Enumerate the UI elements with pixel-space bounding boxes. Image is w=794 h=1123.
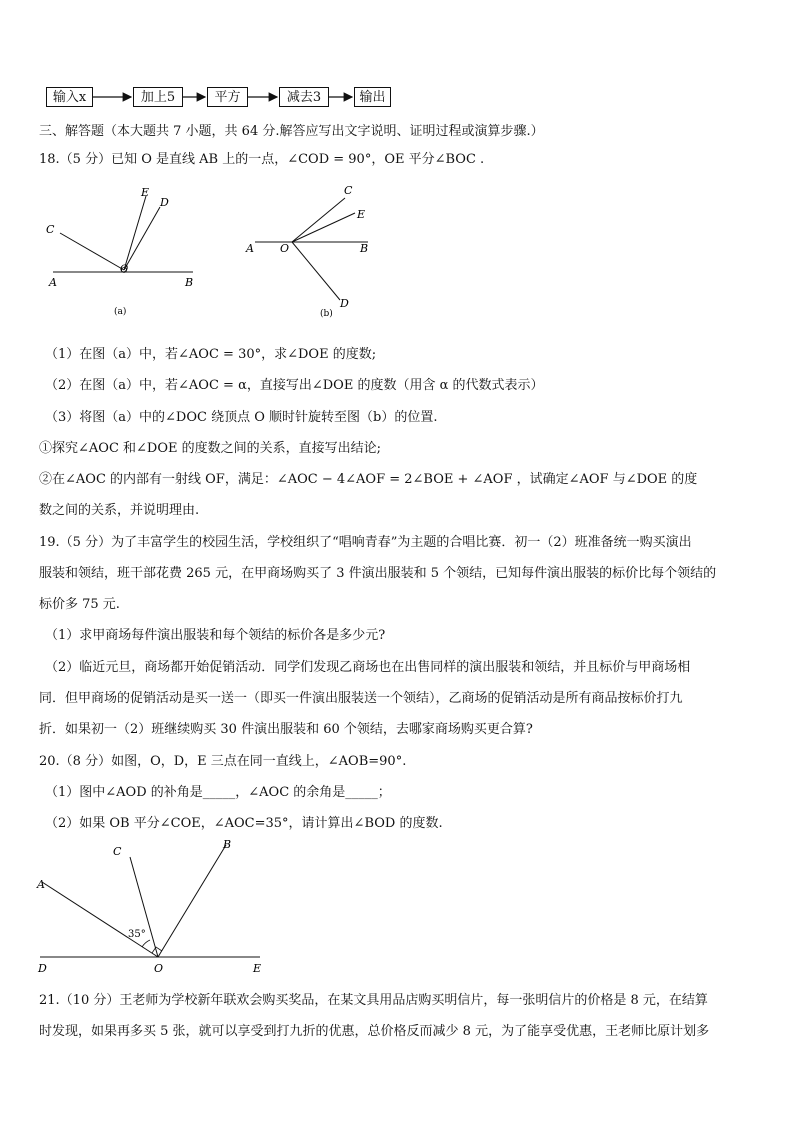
fig-a-caption: (a) — [114, 307, 127, 317]
fig-a-label-e: E — [141, 186, 150, 199]
fig-20-label-a: A — [37, 878, 45, 891]
q21-line2: 时发现，如果再多买 5 张，就可以享受到打九折的优惠，总价格反而减少 8 元，为了能享受优惠，王老师比原计划多 — [39, 1024, 710, 1039]
q19-part2-line1: （2）临近元旦，商场都开始促销活动．同学们发现乙商场也在出售同样的演出服装和领结，并且标价与甲商场相 — [45, 660, 691, 675]
fig-20-label-c: C — [113, 845, 122, 858]
q20-stem: 20.（8 分）如图，O，D，E 三点在同一直线上，∠AOB=90°. — [39, 754, 407, 769]
fig-b-label-o: O — [280, 242, 290, 255]
q18-part2: （2）在图（a）中，若∠AOC = α，直接写出∠DOE 的度数（用含 α 的代数式表示） — [45, 378, 544, 393]
fig-a-label-b: B — [185, 276, 194, 289]
q19-part1: （1）求甲商场每件演出服装和每个领结的标价各是多少元? — [45, 628, 386, 643]
q19-part2-line2: 同．但甲商场的促销活动是买一送一（即买一件演出服装送一个领结），乙商场的促销活动是所有商品按标价打九 — [39, 691, 683, 706]
flow-step-subtract: 减去3 — [279, 87, 329, 107]
fig-a-label-d: D — [160, 196, 169, 209]
q18-part3: （3）将图（a）中的∠DOC 绕顶点 O 顺时针旋转至图（b）的位置. — [45, 410, 438, 425]
fig-b-label-d: D — [340, 297, 349, 310]
fig-b-label-e: E — [357, 208, 366, 221]
q18-figure-b — [240, 180, 380, 320]
q18-figure-a — [40, 180, 220, 320]
q18-part3b-line1: ②在∠AOC 的内部有一射线 OF，满足：∠AOC − 4∠AOF = 2∠BOE + ∠AOF ，试确定∠AOF 与∠DOE 的度 — [39, 472, 698, 487]
fig-b-label-c: C — [344, 184, 353, 197]
q19-line2: 服装和领结，班干部花费 265 元，在甲商场购买了 3 件演出服装和 5 个领结，已知每件演出服装的标价比每个领结的 — [39, 566, 717, 581]
fig-b-label-a: A — [246, 242, 254, 255]
q18-part3a: ①探究∠AOC 和∠DOE 的度数之间的关系，直接写出结论; — [39, 441, 381, 456]
fig-b-label-b: B — [360, 242, 369, 255]
q19-line3: 标价多 75 元. — [39, 597, 120, 612]
fig-20-label-b: B — [223, 838, 232, 851]
flow-step-output: 输出 — [354, 87, 391, 107]
q20-part1: （1）图中∠AOD 的补角是_____，∠AOC 的余角是_____； — [45, 785, 391, 800]
q20-figure — [30, 835, 280, 980]
q18-part3b-line2: 数之间的关系，并说明理由. — [39, 503, 200, 518]
flowchart-arrows — [0, 0, 794, 120]
fig-20-label-d: D — [38, 962, 47, 975]
q18-stem: 18.（5 分）已知 O 是直线 AB 上的一点，∠COD = 90°，OE 平分∠BOC . — [39, 152, 485, 167]
q19-line1: 19.（5 分）为了丰富学生的校园生活，学校组织了“唱响青春”为主题的合唱比赛．初一（2）班准备统一购买演出 — [39, 535, 692, 550]
section-heading: 三、解答题（本大题共 7 小题，共 64 分.解答应写出文字说明、证明过程或演算步骤.） — [39, 124, 544, 139]
flow-step-square: 平方 — [207, 87, 248, 107]
fig-20-angle-label: 35° — [128, 929, 146, 940]
q21-line1: 21.（10 分）王老师为学校新年联欢会购买奖品，在某文具用品店购买明信片，每一张明信片的价格是 8 元，在结算 — [39, 993, 708, 1008]
flow-step-add: 加上5 — [133, 87, 183, 107]
flow-step-input: 输入x — [46, 87, 93, 107]
fig-20-label-e: E — [253, 962, 262, 975]
q19-part2-line3: 折．如果初一（2）班继续购买 30 件演出服装和 60 个领结，去哪家商场购买更合算? — [39, 722, 533, 737]
fig-20-label-o: O — [154, 962, 164, 975]
fig-a-label-a: A — [49, 276, 57, 289]
fig-b-caption: (b) — [320, 309, 333, 319]
q18-part1: （1）在图（a）中，若∠AOC = 30°，求∠DOE 的度数; — [45, 347, 377, 362]
fig-a-label-c: C — [46, 223, 55, 236]
fig-a-label-o: O — [120, 264, 129, 275]
q20-part2: （2）如果 OB 平分∠COE，∠AOC=35°，请计算出∠BOD 的度数. — [45, 816, 443, 831]
